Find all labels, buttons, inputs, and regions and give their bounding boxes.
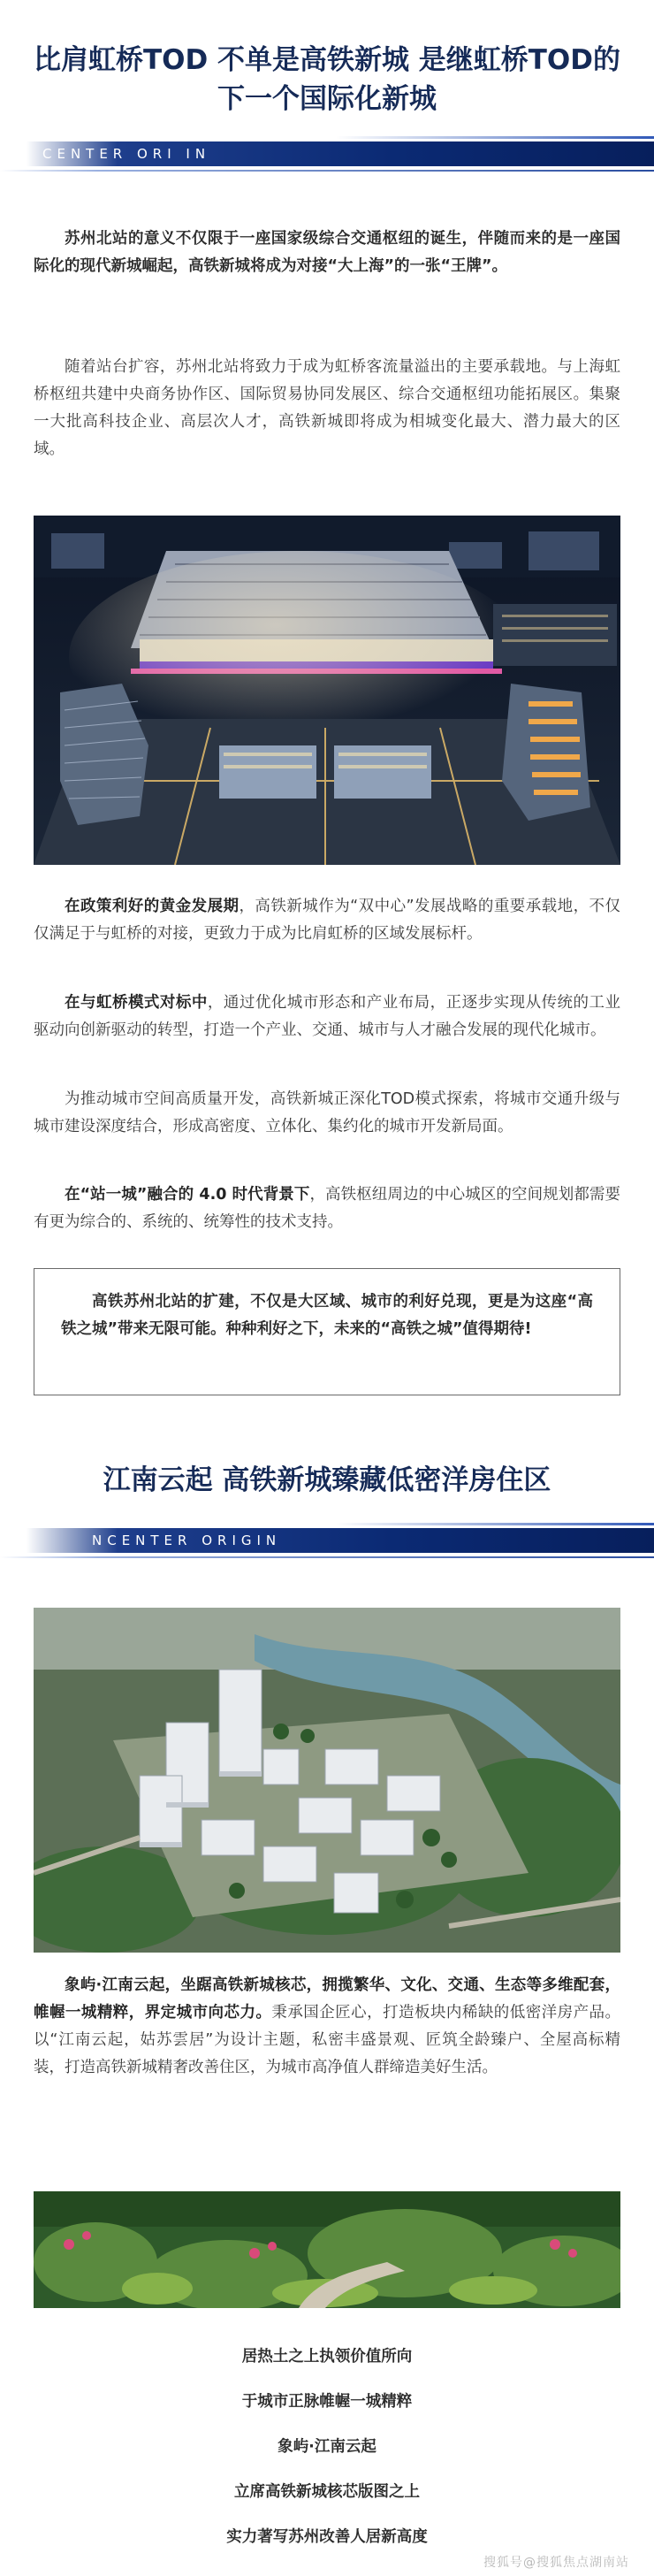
band-label: CENTER ORI IN	[42, 146, 211, 162]
band2-label: NCENTER ORIGIN	[92, 1533, 282, 1548]
body-paragraph-1	[34, 354, 620, 463]
intro-paragraph-text: 苏州北站的意义不仅限于一座国家级综合交通枢纽的诞生，伴随而来的是一座国际化的现代新城崛起，高铁新城将成为对接“大上海”的一张“王牌”。	[34, 230, 620, 275]
garden-photo	[34, 2191, 620, 2308]
closing-line-3: 象屿·江南云起	[278, 2438, 376, 2456]
tod-paragraph	[34, 1086, 620, 1141]
closing-line-1: 居热土之上执领价值所向	[241, 2348, 413, 2366]
band-accent-line	[336, 136, 654, 139]
highlight-callout-box	[34, 1268, 620, 1395]
residential-aerial-photo	[34, 1608, 620, 1953]
closing-line-4: 立席高铁新城核芯版图之上	[234, 2483, 420, 2501]
benchmark-paragraph	[34, 990, 620, 1044]
section1-band	[0, 129, 654, 179]
section2-title: 江南云起 高铁新城臻藏低密洋房住区	[103, 1464, 551, 1496]
station-city-paragraph-text: ，高铁枢纽周边的中心城区的空间规划都需要有更为综合的、系统的、统筹性的技术支持。	[34, 1186, 620, 1231]
closing-line-5: 实力著写苏州改善人居新高度	[226, 2528, 428, 2546]
residential-aerial-illustration	[34, 1608, 620, 1953]
project-paragraph	[34, 1972, 620, 2082]
watermark: 搜狐号@搜狐焦点湖南站	[483, 2556, 629, 2570]
band2-underline	[0, 1556, 654, 1558]
benchmark-paragraph-lead: 在与虹桥模式对标中	[65, 994, 208, 1012]
section1-title-line1: 比肩虹桥TOD 不单是高铁新城 是继虹桥TOD的	[33, 44, 621, 76]
station-night-illustration	[34, 516, 620, 865]
intro-paragraph	[34, 225, 620, 280]
tod-paragraph-text: 为推动城市空间高质量开发，高铁新城正深化TOD模式探索，将城市交通升级与城市建设深度结合，形成高密度、立体化、集约化的城市开发新局面。	[34, 1090, 620, 1135]
benchmark-paragraph-text: ，通过优化城市形态和产业布局，正逐步实现从传统的工业驱动向创新驱动的转型，打造一个产业、交通、城市与人才融合发展的现代化城市。	[34, 994, 621, 1039]
highlight-callout-text: 高铁苏州北站的扩建，不仅是大区域、城市的利好兑现，更是为这座“高铁之城”带来无限可能。种种利好之下，未来的“高铁之城”值得期待!	[61, 1293, 593, 1338]
closing-line-2: 于城市正脉帷幄一城精粹	[241, 2393, 413, 2411]
policy-paragraph-lead: 在政策利好的黄金发展期	[65, 898, 240, 915]
section2-band	[0, 1516, 654, 1565]
band-underline	[0, 170, 654, 172]
station-city-paragraph-lead: 在“站一城”融合的 4.0 时代背景下	[65, 1186, 310, 1204]
policy-paragraph-text: ，高铁新城作为“双中心”发展战略的重要承载地，不仅仅满足于与虹桥的对接，更致力于成为比肩虹桥的区域发展标杆。	[34, 898, 620, 943]
garden-illustration	[34, 2191, 620, 2308]
project-paragraph-text: 秉承国企匠心，打造板块内稀缺的低密洋房产品。以“江南云起，姑苏雲居”为设计主题，私密丰盛景观、匠筑全龄臻户、全屋高标精装，打造高铁新城精奢改善住区，为城市高净值人群缔造美好生活。	[34, 2004, 620, 2076]
section1-title-line2: 下一个国际化新城	[217, 83, 437, 115]
policy-paragraph	[34, 893, 620, 948]
station-city-paragraph	[34, 1181, 620, 1236]
project-paragraph-lead: 象屿·江南云起，坐踞高铁新城核芯，拥揽繁华、文化、交通、生态等多维配套，帷幄一城精粹，界定城市向芯力。	[34, 1976, 620, 2022]
section1-title	[0, 41, 654, 118]
body-paragraph-1-text: 随着站台扩容，苏州北站将致力于成为虹桥客流量溢出的主要承载地。与上海虹桥枢纽共建中央商务协作区、国际贸易协同发展区、综合交通枢纽功能拓展区。集聚一大批高科技企业、高层次人才，高铁新城即将成为相城变化最大、潜力最大的区域。	[34, 358, 620, 458]
station-night-photo	[34, 516, 620, 865]
band2-accent-line	[336, 1523, 654, 1525]
